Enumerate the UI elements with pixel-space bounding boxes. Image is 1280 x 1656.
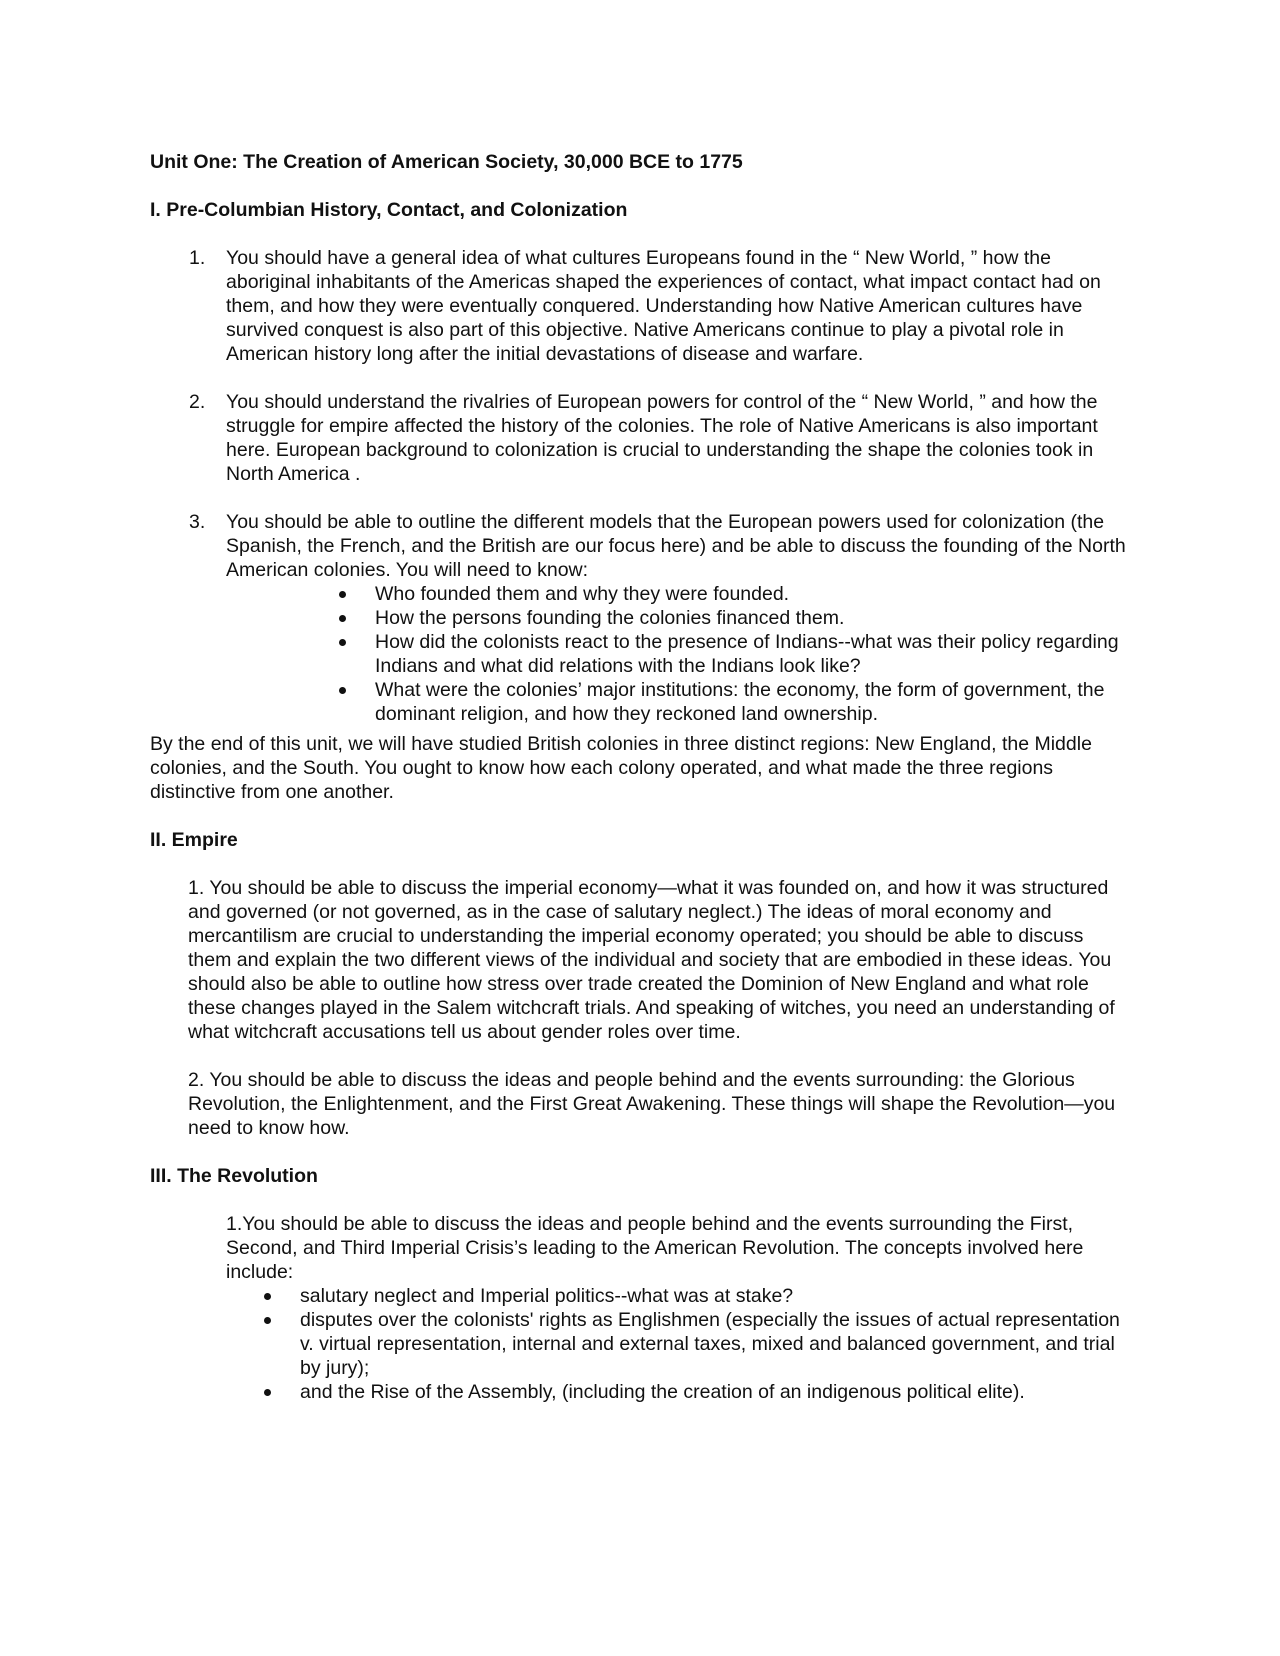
- document-page: [150, 150, 1130, 1404]
- bullet-icon: [339, 591, 346, 598]
- document-title: Unit One: The Creation of American Society, 30,000 BCE to 1775: [150, 151, 743, 173]
- list-item: [150, 606, 1130, 630]
- list-item: [150, 582, 1130, 606]
- objective-number: 1.: [189, 247, 206, 269]
- objective-text: You should understand the rivalries of European powers for control of the “ New World, ” and how the struggle for empire affected the history of the colonies. The role of Native Americans is also important here. European background to colonization is crucial to understanding the shape the colonies took in North America .: [226, 391, 1098, 485]
- bullet-icon: [339, 615, 346, 622]
- revolution-bullet-list: [150, 1284, 1130, 1404]
- colony-bullet-list: [150, 582, 1130, 726]
- objective-text: You should be able to outline the different models that the European powers used for colonization (the Spanish, the French, and the British are our focus here) and be able to discuss the founding of the North American colonies. You will need to know:: [226, 511, 1126, 581]
- section-heading-revolution: III. The Revolution: [150, 1165, 318, 1187]
- bullet-icon: [339, 639, 346, 646]
- objective-text: You should have a general idea of what cultures Europeans found in the “ New World, ” how the aboriginal inhabitants of the Americas shaped the experiences of contact, what impact contact had on them, and how they were eventually conquered. Understanding how Native American cultures have survived conquest is also part of this objective. Native Americans continue to play a pivotal role in American history long after the initial devastations of disease and warfare.: [226, 247, 1101, 365]
- list-item: [150, 1284, 1130, 1308]
- bullet-icon: [264, 1293, 271, 1300]
- empire-paragraph-2: 2. You should be able to discuss the ideas and people behind and the events surrounding: the Glorious Revolution, the Enlightenment, and the First Great Awakening. These things will shape the Revolution—you need to know how.: [188, 1069, 1116, 1139]
- list-item: [150, 678, 1130, 726]
- section-heading-empire: II. Empire: [150, 829, 238, 851]
- objective-number: 3.: [189, 511, 206, 533]
- list-item: [150, 1308, 1130, 1380]
- section-heading-precolumbian: I. Pre-Columbian History, Contact, and Colonization: [150, 199, 628, 221]
- objective-number: 2.: [189, 391, 206, 413]
- bullet-text: How did the colonists react to the presence of Indians--what was their policy regarding Indians and what did relations with the Indians look like?: [375, 631, 1119, 677]
- revolution-paragraph-1: 1.You should be able to discuss the ideas and people behind and the events surrounding the First, Second, and Third Imperial Crisis’s leading to the American Revolution. The concepts involved here include:: [226, 1213, 1084, 1283]
- list-item: [150, 1380, 1130, 1404]
- objective-item: [150, 510, 1130, 582]
- bullet-icon: [264, 1389, 271, 1396]
- bullet-text: What were the colonies’ major institutions: the economy, the form of government, the dominant religion, and how they reckoned land ownership.: [375, 679, 1105, 725]
- objective-item: [150, 390, 1130, 486]
- bullet-text: and the Rise of the Assembly, (including the creation of an indigenous political elite).: [300, 1381, 1025, 1403]
- bullet-text: Who founded them and why they were founded.: [375, 583, 790, 605]
- bullet-icon: [264, 1317, 271, 1324]
- bullet-icon: [339, 687, 346, 694]
- empire-paragraph-1: 1. You should be able to discuss the imperial economy—what it was founded on, and how it was structured and governed (or not governed, as in the case of salutary neglect.) The ideas of moral economy and mercantilism are crucial to understanding the imperial economy operated; you should be able to discuss them and explain the two different views of the individual and society that are embodied in these ideas. You should also be able to outline how stress over trade created the Dominion of New England and what role these changes played in the Salem witchcraft trials. And speaking of witches, you need an understanding of what witchcraft accusations tell us about gender roles over time.: [188, 877, 1115, 1043]
- bullet-text: disputes over the colonists' rights as Englishmen (especially the issues of actual representation v. virtual representation, internal and external taxes, mixed and balanced government, and trial by jury);: [300, 1309, 1120, 1379]
- summary-paragraph: By the end of this unit, we will have studied British colonies in three distinct regions: New England, the Middle colonies, and the South. You ought to know how each colony operated, and what made the three regions distinctive from one another.: [150, 733, 1092, 803]
- bullet-text: salutary neglect and Imperial politics--what was at stake?: [300, 1285, 794, 1307]
- bullet-text: How the persons founding the colonies financed them.: [375, 607, 845, 629]
- list-item: [150, 630, 1130, 678]
- objective-item: [150, 246, 1130, 366]
